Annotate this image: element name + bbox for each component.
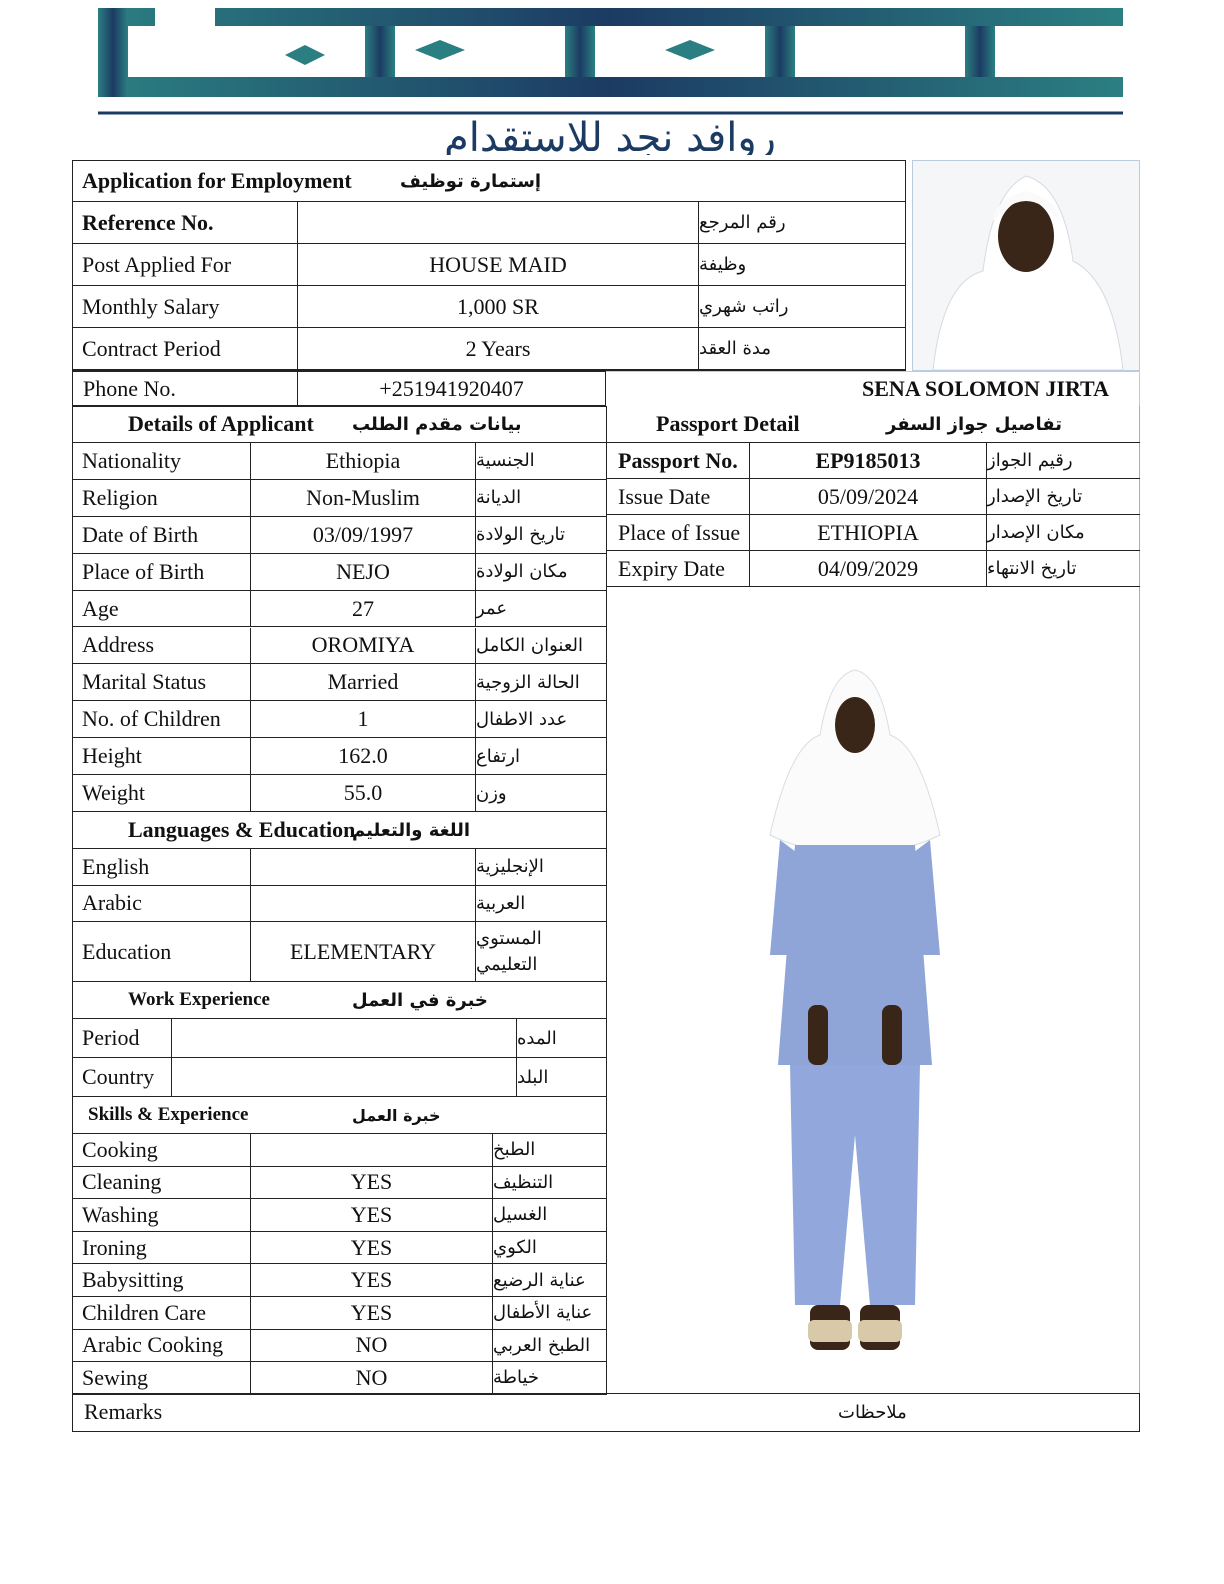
passport-row-value: 04/09/2029 [750,551,987,587]
skill-row-label-ar: خياطة [493,1362,607,1395]
skill-row-value: YES [251,1264,493,1297]
work-title-en: Work Experience [72,982,607,1019]
detail-row-label: Address [72,628,251,665]
languages-title-en: Languages & Education [72,812,607,849]
details-title-en: Details of Applicant [72,406,607,443]
passport-row-label-ar: مكان الإصدار [987,515,1140,551]
detail-row-label-ar: ارتفاع [476,738,607,775]
skill-row-label: Washing [72,1199,251,1232]
form-row-label-ar: رقم المرجع [699,202,906,244]
remarks-label-ar: ملاحظات [838,1401,907,1423]
passport-row-label: Issue Date [606,479,750,515]
remarks-label-en: Remarks [84,1399,163,1424]
skill-row-label-ar: الغسيل [493,1199,607,1232]
skill-row-value: YES [251,1199,493,1232]
work-title-ar: خبرة في العمل [352,990,488,1011]
detail-row-label-ar: الحالة الزوجية [476,664,607,701]
detail-row-value: Non-Muslim [251,480,476,517]
detail-row-value: 27 [251,591,476,628]
form-row-label: Reference No. [72,202,298,244]
work-row-label-ar: المده [517,1019,607,1058]
detail-row-value: NEJO [251,554,476,591]
detail-row-label-ar: الجنسية [476,443,607,480]
form-row-value [298,202,699,244]
skill-row-label-ar: التنظيف [493,1167,607,1200]
language-row-label: Arabic [72,886,251,923]
skills-title-en: Skills & Experience [72,1097,607,1134]
skill-row-value [251,1134,493,1167]
education-label-ar [476,922,607,982]
form-row-value: 2 Years [298,328,699,370]
form-row-label-ar: وظيفة [699,244,906,286]
skill-row-label: Babysitting [72,1264,251,1297]
phone-label: Phone No. [72,371,298,406]
detail-row-label-ar: تاريخ الولادة [476,517,607,554]
work-row-value [172,1058,517,1097]
detail-row-label: Religion [72,480,251,517]
work-row-label: Period [72,1019,172,1058]
detail-row-label: Marital Status [72,664,251,701]
skill-row-label: Children Care [72,1297,251,1330]
form-row-label-ar: مدة العقد [699,328,906,370]
detail-row-label: Date of Birth [72,517,251,554]
skill-row-label: Arabic Cooking [72,1330,251,1363]
passport-row-label-ar: تاريخ الانتهاء [987,551,1140,587]
detail-row-value: 03/09/1997 [251,517,476,554]
language-row-label-ar: العربية [476,886,607,923]
form-title-ar: إستمارة توظيف [400,170,542,192]
form-row-value: HOUSE MAID [298,244,699,286]
language-row-value [251,886,476,923]
skill-row-label: Sewing [72,1362,251,1395]
detail-row-value: OROMIYA [251,628,476,665]
form-row-label: Contract Period [72,328,298,370]
phone-value: +251941920407 [298,371,606,406]
languages-title-ar: اللغة والتعليم [352,820,471,841]
language-row-value [251,849,476,886]
detail-row-label: Nationality [72,443,251,480]
skill-row-label-ar: الطبخ [493,1134,607,1167]
detail-row-value: 162.0 [251,738,476,775]
passport-row-value: 05/09/2024 [750,479,987,515]
applicant-name: SENA SOLOMON JIRTA [606,371,1140,406]
passport-row-label: Expiry Date [606,551,750,587]
work-row-label: Country [72,1058,172,1097]
education-label-ar-1: المستوي [476,927,542,949]
form-row-label: Monthly Salary [72,286,298,328]
logo-arabic-name: روافد نجد للاستقدام [444,115,776,155]
detail-row-label-ar: عمر [476,591,607,628]
education-value: ELEMENTARY [251,922,476,982]
passport-row-label-ar: رقيم الجواز [987,443,1140,479]
detail-row-label: Age [72,591,251,628]
language-row-label: English [72,849,251,886]
detail-row-label: Place of Birth [72,554,251,591]
skill-row-value: YES [251,1167,493,1200]
skill-row-label: Cleaning [72,1167,251,1200]
skill-row-value: NO [251,1362,493,1395]
skill-row-label-ar: الطبخ العربي [493,1330,607,1363]
skill-row-value: NO [251,1330,493,1363]
details-title-ar: بيانات مقدم الطلب [352,414,522,435]
passport-title-en: Passport Detail [606,406,1140,443]
passport-row-label-ar: تاريخ الإصدار [987,479,1140,515]
detail-row-value: 1 [251,701,476,738]
passport-row-label: Place of Issue [606,515,750,551]
detail-row-value: 55.0 [251,775,476,812]
skill-row-label: Cooking [72,1134,251,1167]
skill-row-value: YES [251,1232,493,1265]
language-row-label-ar: الإنجليزية [476,849,607,886]
portrait-icon [913,161,1139,370]
education-label-ar-2: التعليمي [476,953,538,975]
work-row-value [172,1019,517,1058]
detail-row-label: Weight [72,775,251,812]
skill-row-value: YES [251,1297,493,1330]
skill-row-label-ar: الكوي [493,1232,607,1265]
full-body-photo [750,665,960,1365]
form-row-label-ar: راتب شهري [699,286,906,328]
passport-row-label: Passport No. [606,443,750,479]
detail-row-label: Height [72,738,251,775]
form-row-label: Post Applied For [72,244,298,286]
work-row-label-ar: البلد [517,1058,607,1097]
detail-row-label-ar: عدد الاطفال [476,701,607,738]
form-title-en: Application for Employment [72,160,906,202]
detail-row-label-ar: الديانة [476,480,607,517]
form-row-value: 1,000 SR [298,286,699,328]
passport-row-value: EP9185013 [750,443,987,479]
detail-row-label-ar: العنوان الكامل [476,628,607,665]
full-body-icon [750,665,960,1365]
detail-row-value: Ethiopia [251,443,476,480]
passport-title-ar: تفاصيل جواز السفر [886,414,1063,435]
skill-row-label-ar: عناية الرضيع [493,1264,607,1297]
company-logo [95,5,1125,155]
detail-row-label-ar: وزن [476,775,607,812]
passport-row-value: ETHIOPIA [750,515,987,551]
detail-row-value: Married [251,664,476,701]
education-label: Education [72,922,251,982]
portrait-photo [912,160,1140,371]
detail-row-label: No. of Children [72,701,251,738]
detail-row-label-ar: مكان الولادة [476,554,607,591]
skill-row-label-ar: عناية الأطفال [493,1297,607,1330]
skills-title-ar: خبرة العمل [352,1106,441,1125]
skill-row-label: Ironing [72,1232,251,1265]
